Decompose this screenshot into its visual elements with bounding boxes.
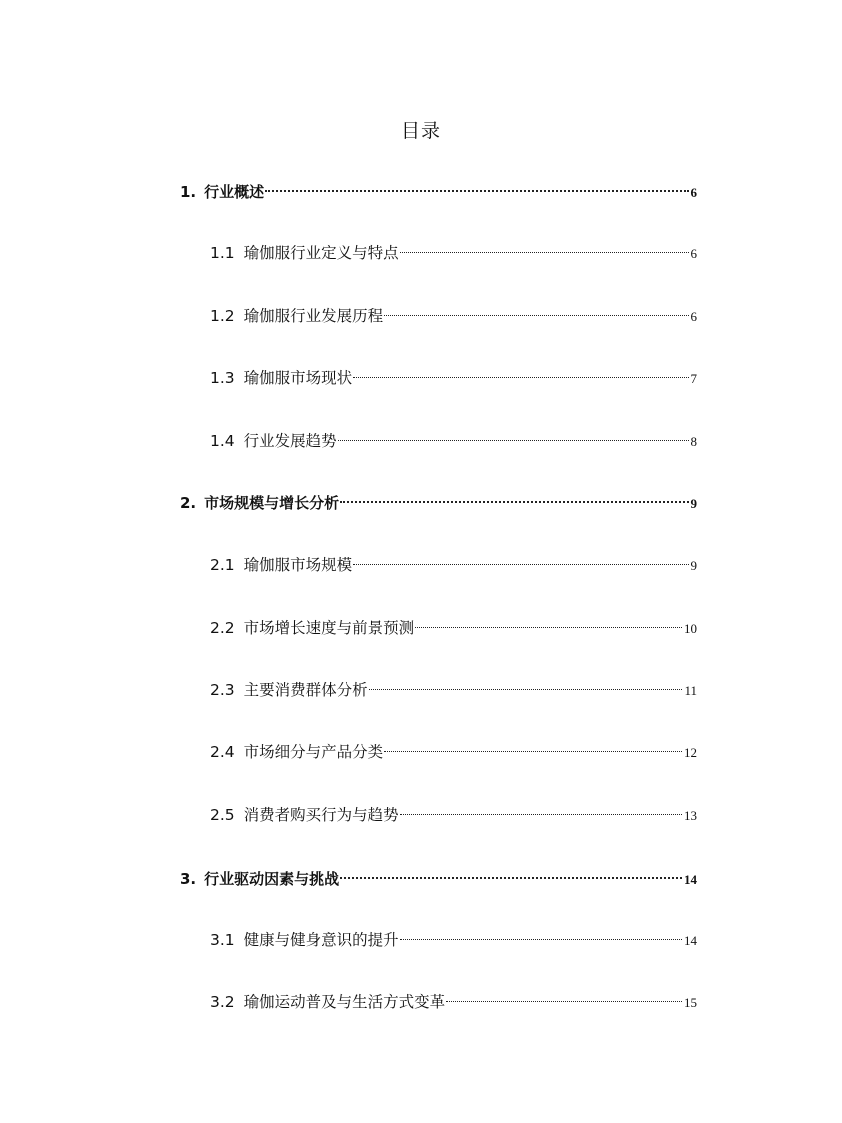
toc-text: 瑜伽服市场现状 bbox=[243, 369, 353, 387]
toc-text: 行业概述 bbox=[204, 183, 265, 201]
toc-page-number: 6 bbox=[690, 185, 697, 200]
toc-number: 1. bbox=[180, 183, 197, 201]
toc-leader-dots bbox=[353, 377, 688, 378]
toc-page-number: 8 bbox=[690, 434, 697, 449]
toc-entry-1-3[interactable] bbox=[210, 366, 697, 390]
toc-leader-dots bbox=[265, 190, 688, 192]
toc-leader-dots bbox=[415, 627, 682, 628]
toc-text: 市场细分与产品分类 bbox=[243, 743, 384, 761]
toc-text: 瑜伽服行业发展历程 bbox=[243, 307, 384, 325]
toc-entry-1-2[interactable] bbox=[210, 304, 697, 328]
toc-entry-3-2[interactable] bbox=[210, 990, 697, 1014]
toc-entry-2-1[interactable] bbox=[210, 553, 697, 577]
toc-text: 行业发展趋势 bbox=[243, 432, 337, 450]
toc-entry-2-4[interactable] bbox=[210, 740, 697, 764]
toc-number: 1.4 bbox=[210, 432, 235, 450]
toc-text: 瑜伽服行业定义与特点 bbox=[243, 244, 399, 262]
toc-entry-2[interactable] bbox=[180, 491, 697, 515]
toc-number: 2.2 bbox=[210, 619, 235, 637]
toc-text: 健康与健身意识的提升 bbox=[243, 931, 399, 949]
toc-leader-dots bbox=[340, 877, 682, 879]
toc-number: 1.3 bbox=[210, 369, 235, 387]
toc-leader-dots bbox=[338, 440, 689, 441]
toc-leader-dots bbox=[369, 689, 683, 690]
toc-page-number: 7 bbox=[690, 371, 697, 386]
toc-text: 主要消费群体分析 bbox=[243, 681, 368, 699]
toc-entry-3[interactable] bbox=[180, 867, 697, 891]
toc-page-number: 9 bbox=[690, 496, 697, 511]
toc-page-number: 6 bbox=[690, 309, 697, 324]
toc-leader-dots bbox=[384, 315, 688, 316]
toc-leader-dots bbox=[400, 939, 682, 940]
toc-leader-dots bbox=[446, 1001, 682, 1002]
toc-number: 3.2 bbox=[210, 993, 235, 1011]
toc-page-number: 13 bbox=[684, 808, 697, 823]
toc-page-number: 14 bbox=[684, 872, 697, 887]
toc-entry-2-3[interactable] bbox=[210, 678, 697, 702]
toc-number: 3.1 bbox=[210, 931, 235, 949]
toc-leader-dots bbox=[400, 814, 682, 815]
toc-text: 市场规模与增长分析 bbox=[204, 494, 340, 512]
toc-page-number: 6 bbox=[690, 246, 697, 261]
toc-page-number: 14 bbox=[684, 933, 697, 948]
toc-text: 行业驱动因素与挑战 bbox=[204, 870, 340, 888]
toc-leader-dots bbox=[384, 751, 682, 752]
page-title: 目录 bbox=[400, 120, 441, 142]
toc-number: 2.5 bbox=[210, 806, 235, 824]
toc-entry-1[interactable] bbox=[180, 180, 697, 204]
toc-page-number: 15 bbox=[684, 995, 697, 1010]
toc-number: 2.3 bbox=[210, 681, 235, 699]
toc-page-number: 10 bbox=[684, 621, 697, 636]
toc-page-number: 9 bbox=[690, 558, 697, 573]
toc-number: 2.1 bbox=[210, 556, 235, 574]
toc-entry-2-2[interactable] bbox=[210, 616, 697, 640]
toc-text: 瑜伽运动普及与生活方式变革 bbox=[243, 993, 446, 1011]
toc-text: 消费者购买行为与趋势 bbox=[243, 806, 399, 824]
toc-entry-3-1[interactable] bbox=[210, 928, 697, 952]
toc-number: 2. bbox=[180, 494, 197, 512]
toc-page-number: 12 bbox=[684, 745, 697, 760]
toc-number: 1.1 bbox=[210, 244, 235, 262]
toc-text: 市场增长速度与前景预测 bbox=[243, 619, 415, 637]
toc-number: 3. bbox=[180, 870, 197, 888]
toc-leader-dots bbox=[353, 564, 688, 565]
toc-leader-dots bbox=[340, 501, 688, 503]
toc-number: 1.2 bbox=[210, 307, 235, 325]
toc-leader-dots bbox=[400, 252, 689, 253]
toc-entry-2-5[interactable] bbox=[210, 803, 697, 827]
toc-number: 2.4 bbox=[210, 743, 235, 761]
toc-text: 瑜伽服市场规模 bbox=[243, 556, 353, 574]
toc-entry-1-4[interactable] bbox=[210, 429, 697, 453]
toc-page-number: 11 bbox=[684, 683, 697, 698]
toc-entry-1-1[interactable] bbox=[210, 241, 697, 265]
